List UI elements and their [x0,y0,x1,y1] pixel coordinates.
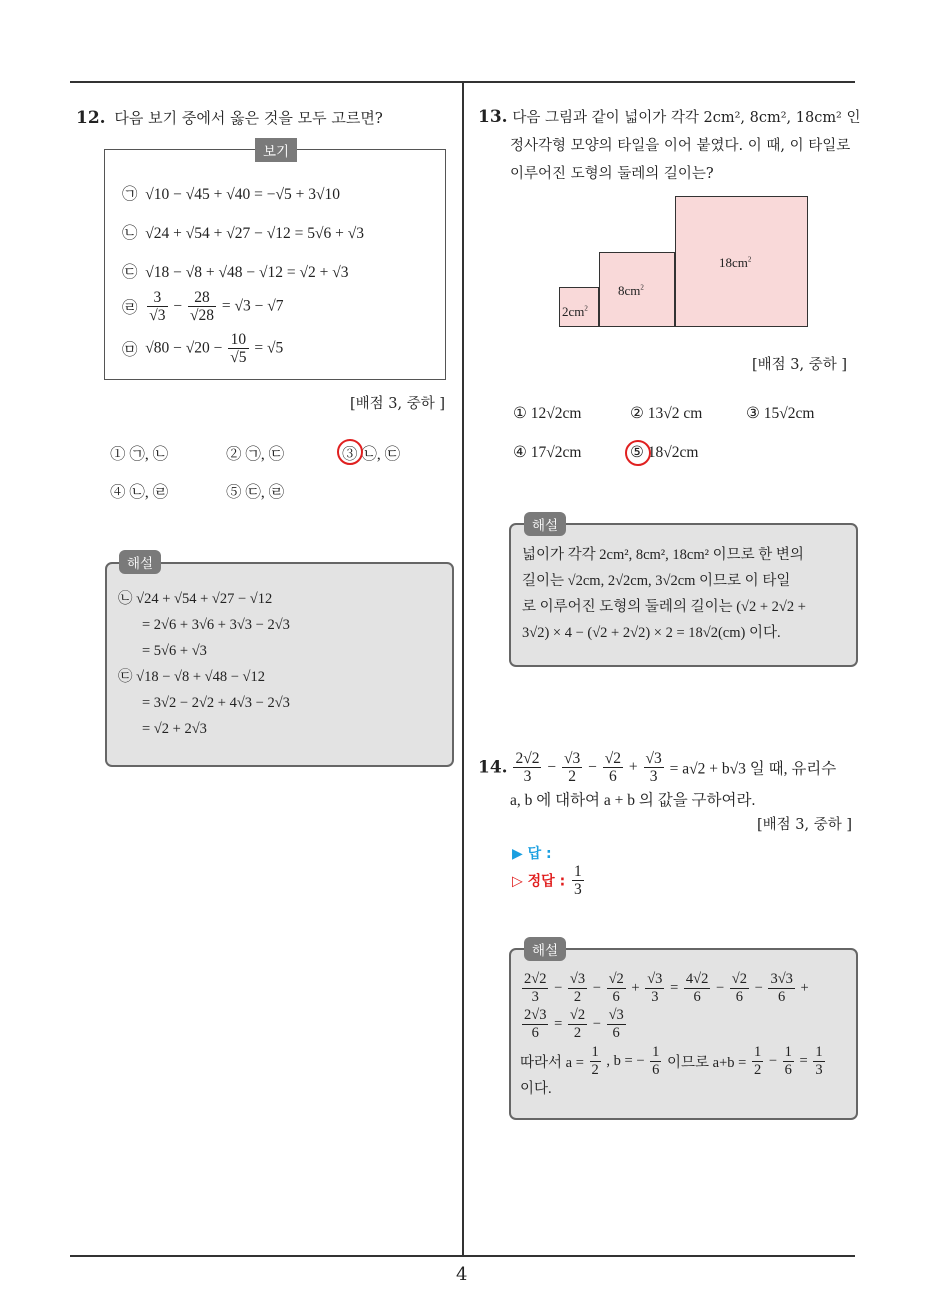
q13-text-line-2: 정사각형 모양의 타일을 이어 붙였다. 이 때, 이 타일로 [510,138,851,154]
column-divider [462,82,464,1256]
q12-expl-line-6: = √2 + 2√3 [142,721,207,737]
q12-option-5[interactable]: ⑤ ㉢, ㉣ [226,484,285,501]
q12-option-2[interactable]: ② ㉠, ㉢ [226,446,285,463]
q14-score: [배점 3, 중하 ] [757,817,853,833]
q12-expl-line-2: = 2√6 + 3√6 + 3√3 − 2√3 [142,617,290,633]
q13-expl-line-4: 3√2) × 4 − (√2 + 2√2) × 2 = 18√2(cm) 이다. [522,625,781,641]
q13-score: [배점 3, 중하 ] [752,357,848,373]
q13-option-3[interactable]: ③ 15√2cm [746,405,815,422]
q14-expl-row-2: $\frac{2√3}{6}$ = $\frac{√2}{2}$ − $\frac{√3}{6}$ [524,1007,624,1041]
q14-text-line-2: a, b 에 대하여 a + b 의 값을 구하여라. [510,792,756,809]
q12-item-5: ㉤ √80 − √20 − $\frac{10}{√5}$ = √5 [122,331,284,366]
q14-correct-frac: $\frac{1}{3}$ [573,863,582,898]
q12-expl-line-4: ㉢ √18 − √8 + √48 − √12 [118,669,265,685]
q12-item-4: ㉣ $\frac{3}{√3}$ − $\frac{28}{√28}$ = √3 − √7 [122,289,284,324]
q14-number: 14. [478,757,508,778]
q14-correct-label: ▷ 정답 : [512,873,566,890]
q13-header [478,103,863,188]
q12-score: [배점 3, 중하 ] [350,396,446,412]
q12-explanation-title: 해설 [119,550,161,574]
q14-correct-answer [512,863,586,898]
q14-explanation-title: 해설 [524,937,566,961]
q14-expl-row-4: 이다. [520,1081,552,1097]
q13-option-4[interactable]: ④ 17√2cm [513,444,582,461]
bottom-rule [70,1255,855,1257]
q12-number: 12. [76,108,106,128]
q13-option-2[interactable]: ② 13√2 cm [630,405,703,422]
q13-number: 13. [478,107,508,127]
q13-text-line-3: 이루어진 도형의 둘레의 길이는? [510,166,714,182]
q13-expl-line-1: 넓이가 각각 2cm², 8cm², 18cm² 이므로 한 변의 [522,547,804,563]
q12-option-1[interactable]: ① ㉠, ㉡ [110,446,169,463]
q13-tile-medium [599,252,675,327]
q14-equation-line: 14. $\frac{2√2}{3}$ − $\frac{√3}{2}$ − $\frac{√2}{6}$ + $\frac{√3}{3}$ = a√2 + b√3 일 때, 유리수 [478,750,837,785]
q14-expl-row-3: 따라서 a = $\frac{1}{2}$ , b = − $\frac{1}{6}$ 이므로 a+b = $\frac{1}{2}$ − $\frac{1}{6}$ = $\frac{1}{3}$ [520,1044,823,1078]
q12-header [76,107,383,128]
q14-answer-label: ▶ 답 : [512,846,552,862]
q13-expl-line-3: 로 이루어진 도형의 둘레의 길이는 (√2 + 2√2 + [522,599,806,615]
q13-expl-line-2: 길이는 √2cm, 2√2cm, 3√2cm 이므로 이 타일 [522,573,791,589]
q13-tile-large [675,196,808,327]
q12-option-3[interactable]: ③ ㉡, ㉢ [342,446,401,463]
q12-expl-line-3: = 5√6 + √3 [142,643,207,659]
q14-expl-row-1: $\frac{2√2}{3}$ − $\frac{√3}{2}$ − $\frac{√2}{6}$ + $\frac{√3}{3}$ = $\frac{4√2}{6}$ − $\frac{√2}{6}$ − $\frac{3√3}{6}$ + [524,971,809,1005]
q13-selected-circle [625,440,651,466]
q12-option-4[interactable]: ④ ㉡, ㉣ [110,484,169,501]
q13-option-1[interactable]: ① 12√2cm [513,405,582,422]
q12-item-4-frac1: $\frac{3}{√3}$ [149,289,166,324]
q13-explanation-title: 해설 [524,512,566,536]
q12-expl-line-1: ㉡ √24 + √54 + √27 − √12 [118,591,273,607]
q12-item-5-frac: $\frac{10}{√5}$ [230,331,247,366]
q12-item-2: ㉡ √24 + √54 + √27 − √12 = 5√6 + √3 [122,225,365,242]
q13-option-5[interactable]: ⑤ 18√2cm [630,444,699,461]
q13-text-line-1: 다음 그림과 같이 넓이가 각각 2cm², 8cm², 18cm² 인 [512,110,861,126]
q14-frac-1: $\frac{2√2}{3}$ [515,750,540,785]
q12-item-3: ㉢ √18 − √8 + √48 − √12 = √2 + √3 [122,264,349,281]
q12-selected-circle [337,439,363,465]
q12-item-4-frac2: $\frac{28}{√28}$ [190,289,215,324]
q13-tile-small [559,287,599,327]
q12-expl-line-5: = 3√2 − 2√2 + 4√3 − 2√3 [142,695,290,711]
q12-text: 다음 보기 중에서 옳은 것을 모두 고르면? [114,109,383,127]
q13-tile-large-label: $18cm^2$ [719,255,752,270]
q12-item-1: ㉠ √10 − √45 + √40 = −√5 + 3√10 [122,186,341,203]
q14-frac-3: $\frac{√2}{6}$ [604,750,621,785]
page-number: 4 [456,1264,468,1285]
q14-frac-2: $\frac{√3}{2}$ [563,750,581,785]
q12-bogi-title: 보기 [255,138,297,162]
q13-tile-small-label: $2cm^2$ [562,304,588,319]
q13-tile-medium-label: $8cm^2$ [618,283,644,298]
q14-frac-4: $\frac{√3}{3}$ [645,750,662,785]
